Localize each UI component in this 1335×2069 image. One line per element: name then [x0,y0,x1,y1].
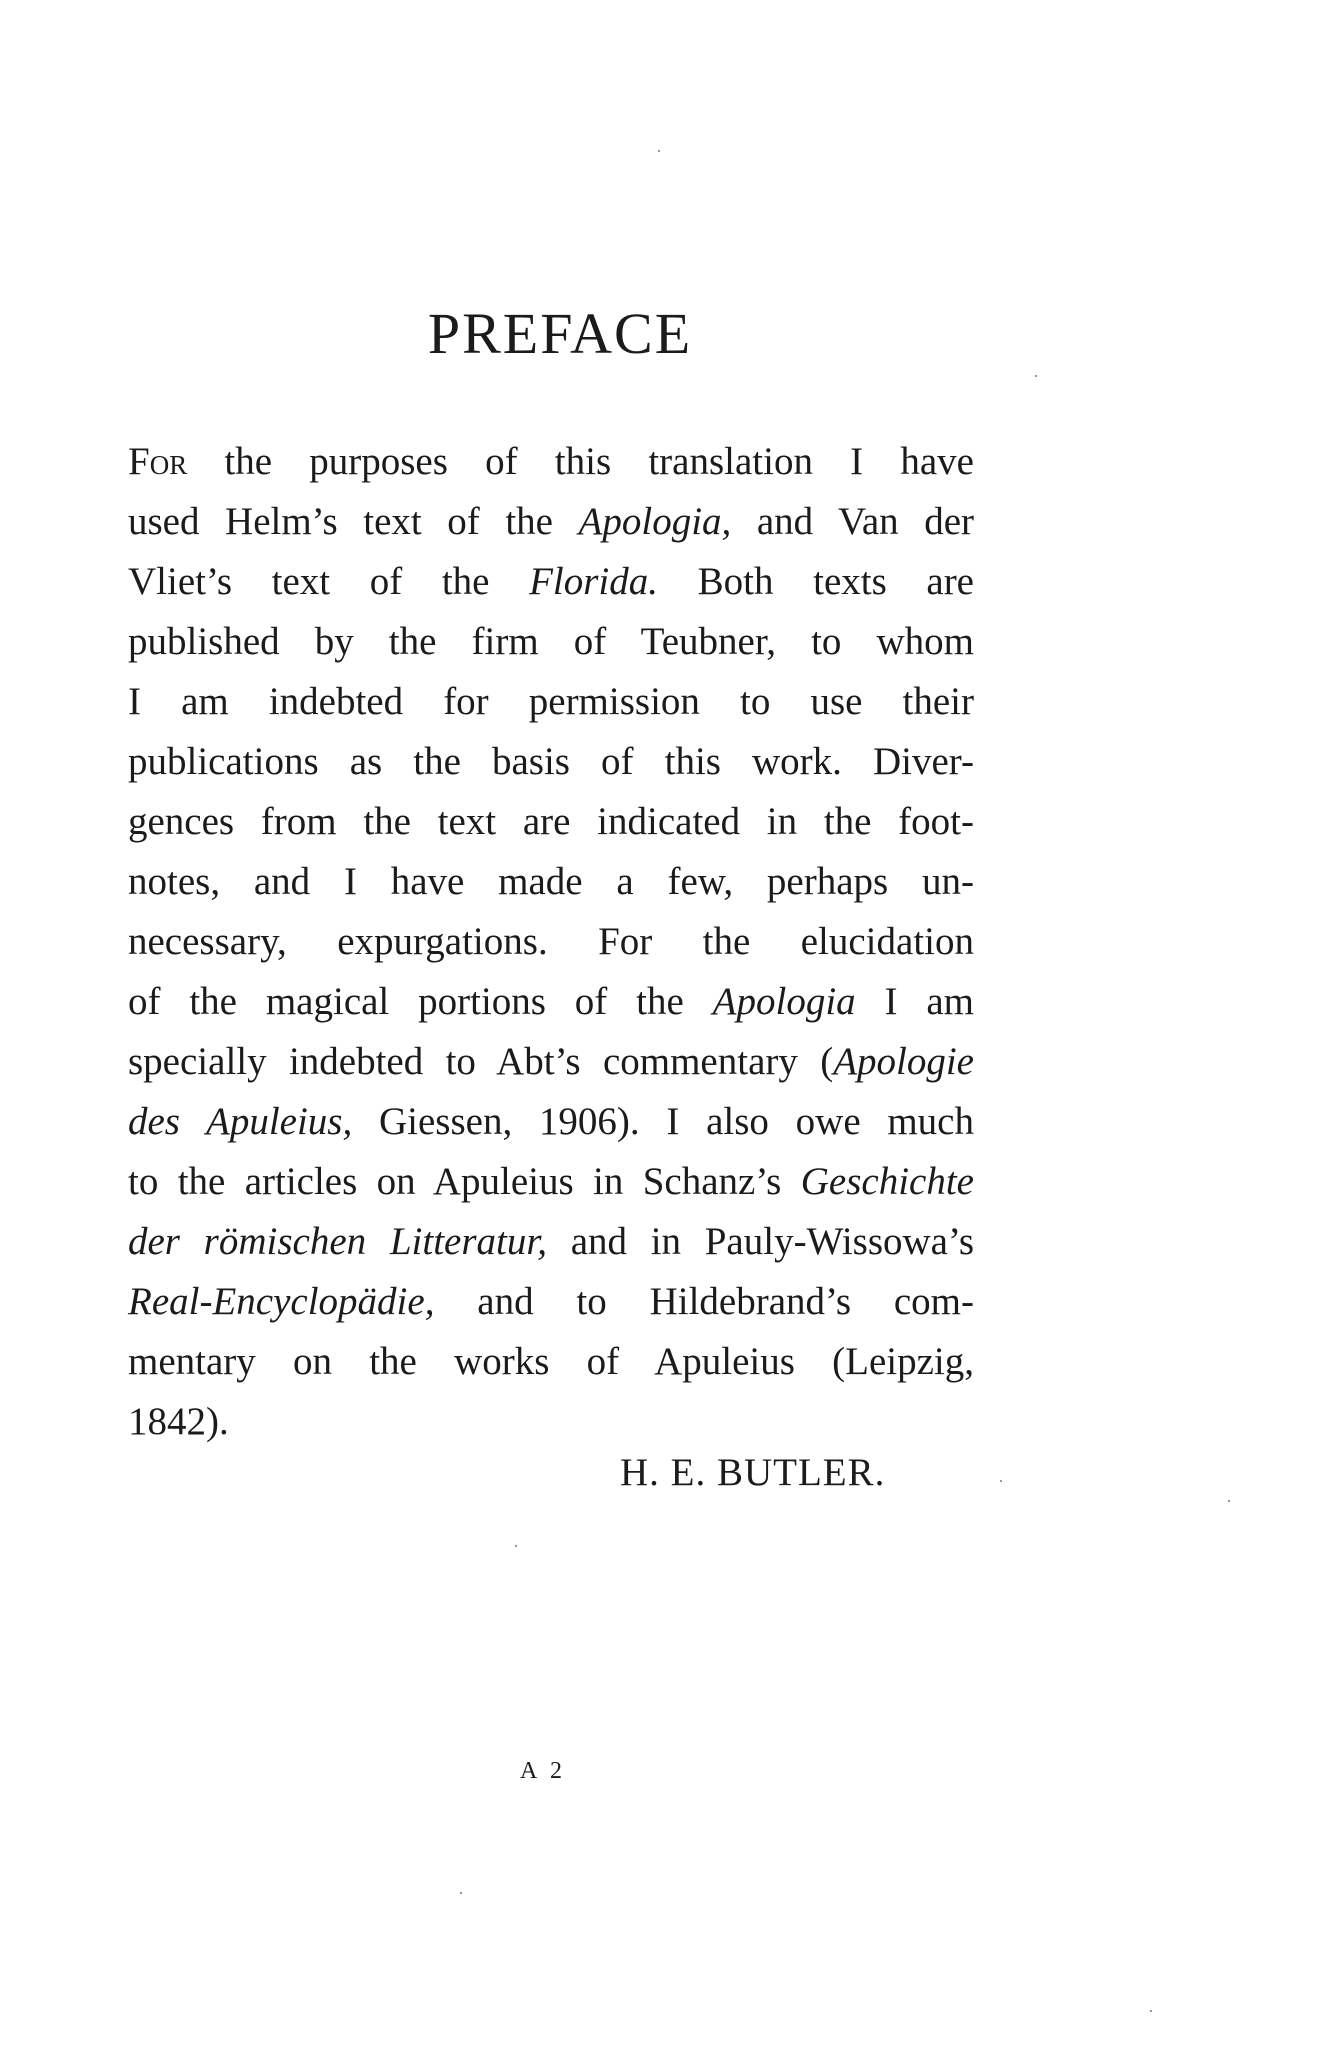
text-segment: mentary on the works of Apuleius (Leipzig, [128,1340,974,1383]
text-line [128,732,974,792]
text-segment: specially indebted to Abt’s commentary ( [128,1040,834,1083]
text-segment: published by the firm of Teubner, to whom [128,620,974,663]
paper-speck [1150,2010,1152,2012]
text-line [128,792,974,852]
text-line [128,972,974,1032]
italic-title: Apologia [712,980,856,1023]
paper-speck [460,1892,462,1894]
text-line [128,1092,974,1152]
text-line [128,612,974,672]
text-segment: notes, and I have made a few, perhaps un- [128,860,974,903]
paper-speck [658,150,660,152]
text-segment: Vliet’s text of the [128,560,530,603]
author-signature: H. E. BUTLER. [620,1451,886,1494]
signature-mark: A 2 [520,1758,567,1784]
italic-title: Apologia, [578,500,732,543]
text-segment: I am indebted for permission to use their [128,680,974,723]
text-line [128,1032,974,1092]
text-line [128,852,974,912]
text-segment: gences from the text are indicated in the foot- [128,800,974,843]
text-line [128,672,974,732]
text-line [128,1152,974,1212]
preface-body [128,432,974,1452]
text-line [128,1212,974,1272]
text-segment: and to Hildebrand’s com- [434,1280,974,1323]
text-segment: and Van der [731,500,974,543]
italic-title: Real-Encyclopädie, [128,1280,435,1323]
text-line [128,492,974,552]
text-line [128,1332,974,1392]
text-line [128,1392,974,1452]
paper-speck [1000,1480,1002,1482]
lead-word: For [128,440,188,483]
paper-speck [515,1545,517,1547]
italic-title: Geschichte [800,1160,974,1203]
text-line [128,912,974,972]
text-line [128,552,974,612]
text-segment: of the magical portions of the [128,980,713,1023]
italic-title: der römischen Litteratur, [128,1220,547,1263]
page-title: PREFACE [427,301,693,366]
italic-title: des Apuleius, [128,1100,353,1143]
text-segment: Both texts are [658,560,974,603]
italic-title: Apologie [833,1040,974,1083]
text-segment: the purposes of this translation I have [187,440,974,483]
italic-title: Florida. [529,560,659,603]
text-segment: and in Pauly-Wissowa’s [547,1220,974,1263]
text-segment: I am [855,980,974,1023]
text-line [128,1272,974,1332]
paper-speck [1035,375,1037,377]
text-line [128,432,974,492]
text-segment: Giessen, 1906). I also owe much [352,1100,974,1143]
paper-speck [1228,1500,1230,1502]
text-segment: to the articles on Apuleius in Schanz’s [128,1160,801,1203]
text-segment: necessary, expurgations. For the elucidation [128,920,974,963]
text-segment: used Helm’s text of the [128,500,579,543]
text-segment: 1842). [128,1400,229,1443]
text-segment: publications as the basis of this work. Diver- [128,740,974,783]
